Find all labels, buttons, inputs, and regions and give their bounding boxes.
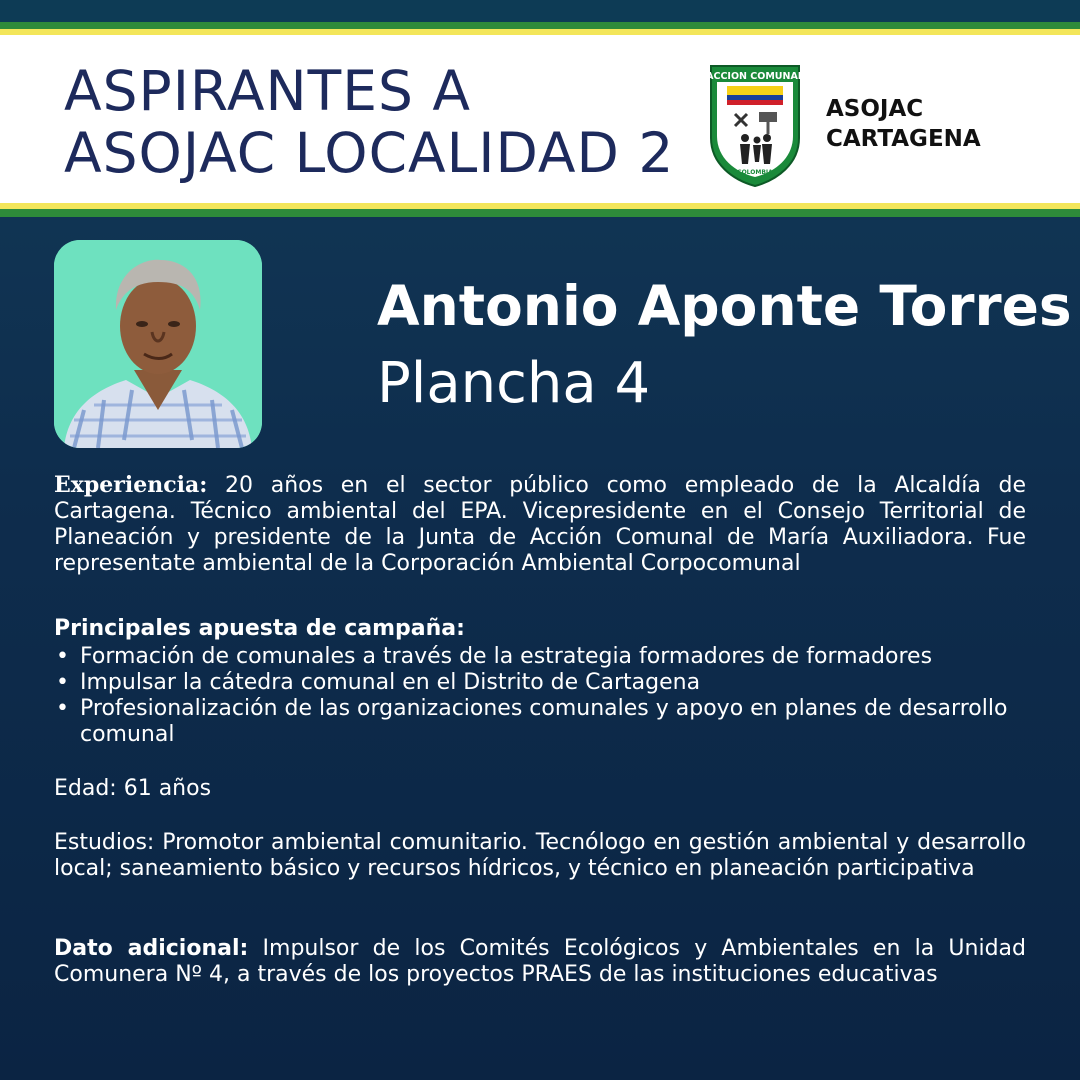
studies-paragraph: Estudios: Promotor ambiental comunitario. Tecnólogo en gestión ambiental y desarrollo local; saneamiento básico y recursos hídricos, y técnico en planeación participativa: [54, 830, 1026, 881]
list-item: [54, 644, 1026, 670]
bullet-icon: •: [56, 696, 69, 721]
candidate-plancha: Plancha 4: [377, 351, 651, 416]
campaign-item-text: Formación de comunales a través de la estrategia formadores de formadores: [80, 644, 933, 669]
age-text: Edad: 61 años: [54, 776, 212, 801]
experience-paragraph: [54, 472, 1026, 577]
stripe-green-bottom: [0, 209, 1080, 217]
org-name: [826, 94, 981, 154]
campaign-item-text: Profesionalización de las organizaciones comunales y apoyo en planes de desarrollo comunal: [80, 696, 1008, 747]
list-item: [54, 696, 1026, 748]
stripe-green-top: [0, 22, 1080, 29]
title-line-1: ASPIRANTES A: [64, 59, 472, 123]
page-title: [64, 60, 674, 184]
candidate-photo: [54, 240, 262, 448]
candidate-name: Antonio Aponte Torres: [377, 274, 1072, 338]
campaign-title: Principales apuesta de campaña:: [54, 616, 465, 641]
experience-label: Experiencia:: [54, 472, 208, 498]
org-line-1: ASOJAC: [826, 96, 924, 122]
logo-bottom-text: COLOMBIA: [737, 169, 773, 176]
list-item: [54, 670, 1026, 696]
candidate-portrait-icon: [54, 240, 262, 448]
campaign-list: [54, 644, 1026, 748]
extra-paragraph: [54, 936, 1026, 988]
campaign-item-text: Impulsar la cátedra comunal en el Distrito de Cartagena: [80, 670, 701, 695]
title-line-2: ASOJAC LOCALIDAD 2: [64, 121, 675, 185]
top-band: [0, 0, 1080, 22]
bullet-icon: •: [56, 670, 69, 695]
extra-text: Impulsor de los Comités Ecológicos y Ambientales en la Unidad Comunera Nº 4, a través de los proyectos PRAES de las instituciones educativas: [54, 936, 1026, 987]
org-line-2: CARTAGENA: [826, 126, 981, 152]
accion-comunal-logo-icon: [707, 64, 803, 188]
extra-label: Dato adicional:: [54, 936, 249, 961]
experience-text: 20 años en el sector público como empleado de la Alcaldía de Cartagena. Técnico ambiental del EPA. Vicepresidente en el Consejo Territorial de Planeación y presidente de la Junta de Acción Comunal de María Auxiliadora. Fue representate ambiental de la Corporación Ambiental Corpocomunal: [54, 473, 1026, 576]
bullet-icon: •: [56, 644, 69, 669]
logo-top-text: ACCION COMUNAL: [707, 71, 803, 82]
